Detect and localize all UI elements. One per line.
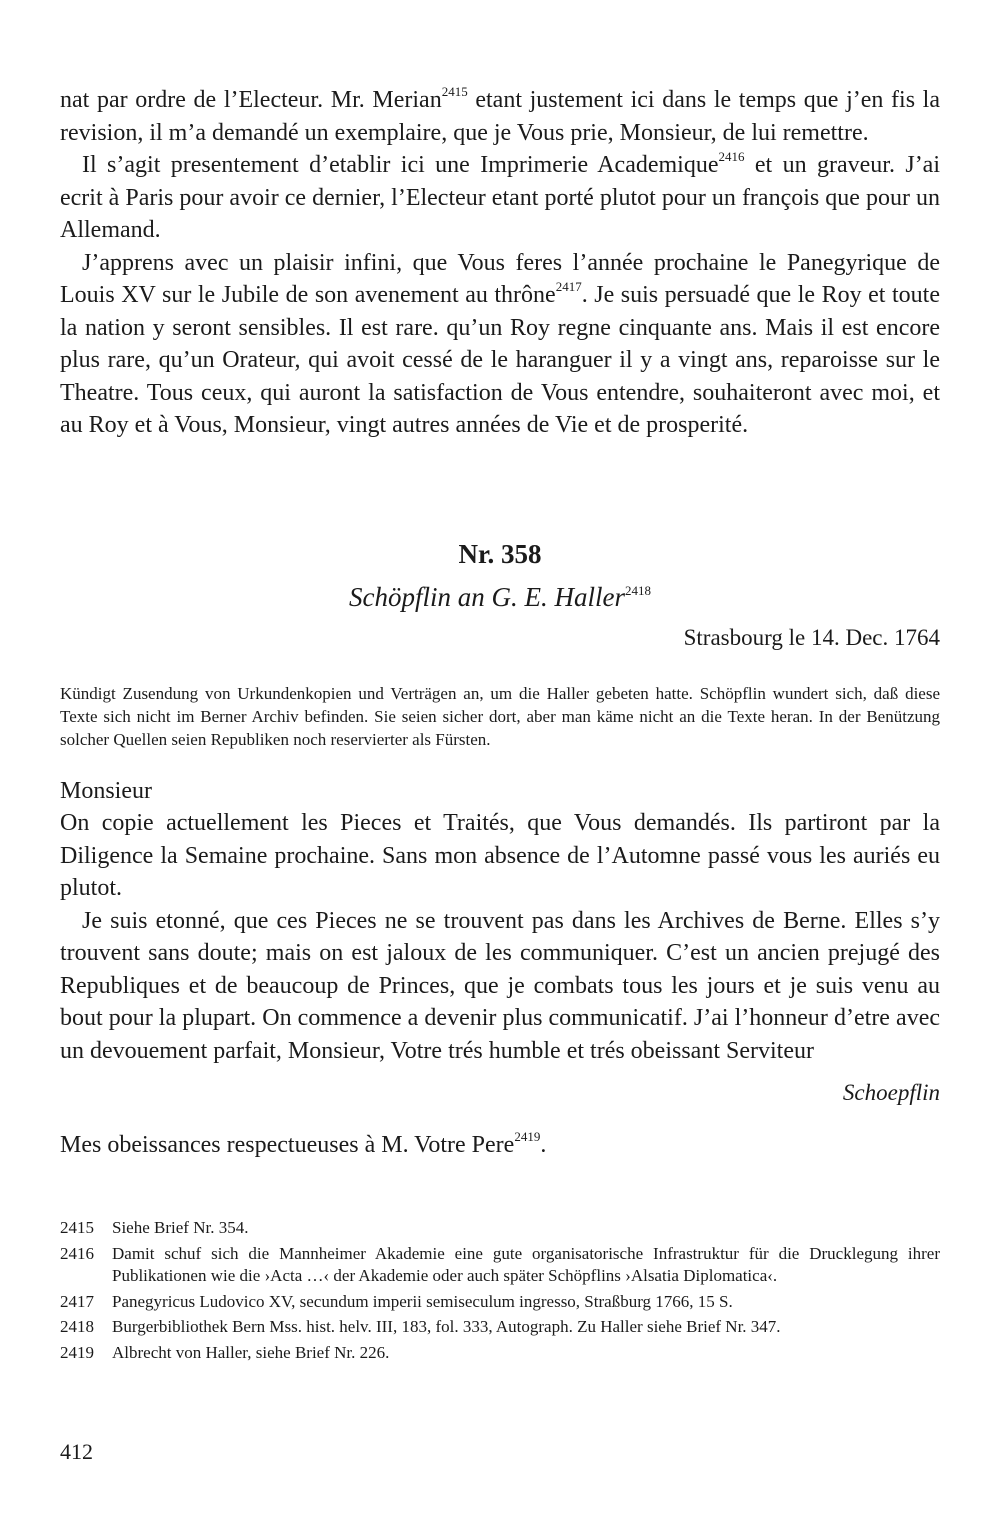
page [60, 84, 940, 1367]
footnote [60, 1342, 940, 1365]
footnote-text: Damit schuf sich die Mannheimer Akademie eine gute organisatorische Infrastruktur für die Drucklegung ihrer Publikationen wie die ›Acta …‹ der Akademie oder auch später Schöpflins ›Alsatia Diplomatica‹. [112, 1243, 940, 1285]
footnote-number: 2418 [60, 1317, 94, 1336]
footnote-number: 2417 [60, 1291, 94, 1311]
letter-postscript: Mes obeissances respectueuses à M. Votre Pere$^{2419}$. [60, 1129, 547, 1158]
footnote-reference: 2415 [441, 84, 468, 99]
letter-number-heading: Nr. 358 [458, 538, 542, 569]
footnote-reference: 2419 [514, 1129, 541, 1144]
letter-body [60, 775, 940, 1068]
continuation-paragraph: Il s’agit presentement d’etablir ici une Imprimerie Academique$^{2416}$ et un graveur. J’ai ecrit à Paris pour avoir ce dernier, l’Electeur etant porté plutot pour un françois que pour un Allemand. [60, 149, 940, 243]
footnote-text: Albrecht von Haller, siehe Brief Nr. 226. [112, 1342, 390, 1362]
continuation-paragraph: nat par ordre de l’Electeur. Mr. Merian$^{2415}$ etant justement ici dans le temps que j’en fis la revision, il m’a demandé un exemplaire, que je Vous prie, Monsieur, de lui remettre. [60, 84, 940, 146]
footnote [60, 1291, 940, 1314]
footnote-reference: 2417 [555, 279, 582, 294]
footnotes [60, 1217, 940, 1364]
footnote [60, 1243, 940, 1288]
footnote-number: 2415 [60, 1218, 94, 1237]
footnote [60, 1316, 940, 1339]
letter-paragraph: On copie actuellement les Pieces et Traités, que Vous demandés. Ils partiront par la Diligence la Semaine prochaine. Sans mon absence de l’Automne passé vous les auriés eu plutot. [60, 810, 940, 901]
letter-salutation: Monsieur [60, 777, 152, 804]
footnote-reference: 2416 [718, 149, 745, 164]
previous-letter-continuation [60, 84, 940, 442]
section-spacer [60, 442, 940, 538]
letter-addressee: Schöpflin an G. E. Haller$^{2418}$ [349, 581, 651, 612]
continuation-paragraph: J’apprens avec un plaisir infini, que Vous feres l’année prochaine le Panegyrique de Louis XV sur le Jubile de son avenement au thrône$^{2417}$. Je suis persuadé que le Roy et toute la nation y seront sensibles. Il est rare. qu’un Roy regne cinquante ans. Mais il est encore plus rare, qu’un Orateur, qui avoit cessé de le haranguer il y a vingt ans, reparoisse sur le Theatre. Tous ceux, qui auront la satisfaction de Vous entendre, souhaiteront avec moi, et au Roy et à Vous, Monsieur, vingt autres années de Vie et de prosperité. [60, 249, 940, 438]
letter-signature: Schoepflin [842, 1080, 940, 1105]
footnote [60, 1217, 940, 1240]
footnote-reference: 2418 [624, 582, 651, 598]
footnote-text: Panegyricus Ludovico XV, secundum imperii semiseculum ingresso, Straßburg 1766, 15 S. [112, 1291, 733, 1311]
page-number: 412 [60, 1439, 93, 1464]
footnote-text: Burgerbibliothek Bern Mss. hist. helv. III, 183, fol. 333, Autograph. Zu Haller siehe Brief Nr. 347. [112, 1317, 781, 1336]
letter-paragraph: Je suis etonné, que ces Pieces ne se trouvent pas dans les Archives de Berne. Elles s’y trouvent sans doute; mais on est jaloux de les communiquer. C’est un ancien prejugé des Republiques et de beaucoup de Princes, que je combats tous les jours et je suis venu au bout pour la plupart. On commence a devenir plus communicatif. J’ai l’honneur d’etre avec un devouement parfait, Monsieur, Votre trés humble et trés obeissant Serviteur [60, 907, 940, 1064]
footnote-number: 2419 [60, 1342, 94, 1362]
footnote-number: 2416 [60, 1243, 94, 1263]
footnote-text: Siehe Brief Nr. 354. [112, 1218, 249, 1237]
letter-abstract: Kündigt Zusendung von Urkundenkopien und Verträgen an, um die Haller gebeten hatte. Schöpflin wundert sich, daß diese Texte sich nicht im Berner Archiv befinden. Sie seien sicher dort, aber man käme nicht an die Texte heran. In der Benützung solcher Quellen seien Republiken noch reservierter als Fürsten. [60, 683, 940, 749]
letter-date-place: Strasbourg le 14. Dec. 1764 [683, 624, 940, 650]
